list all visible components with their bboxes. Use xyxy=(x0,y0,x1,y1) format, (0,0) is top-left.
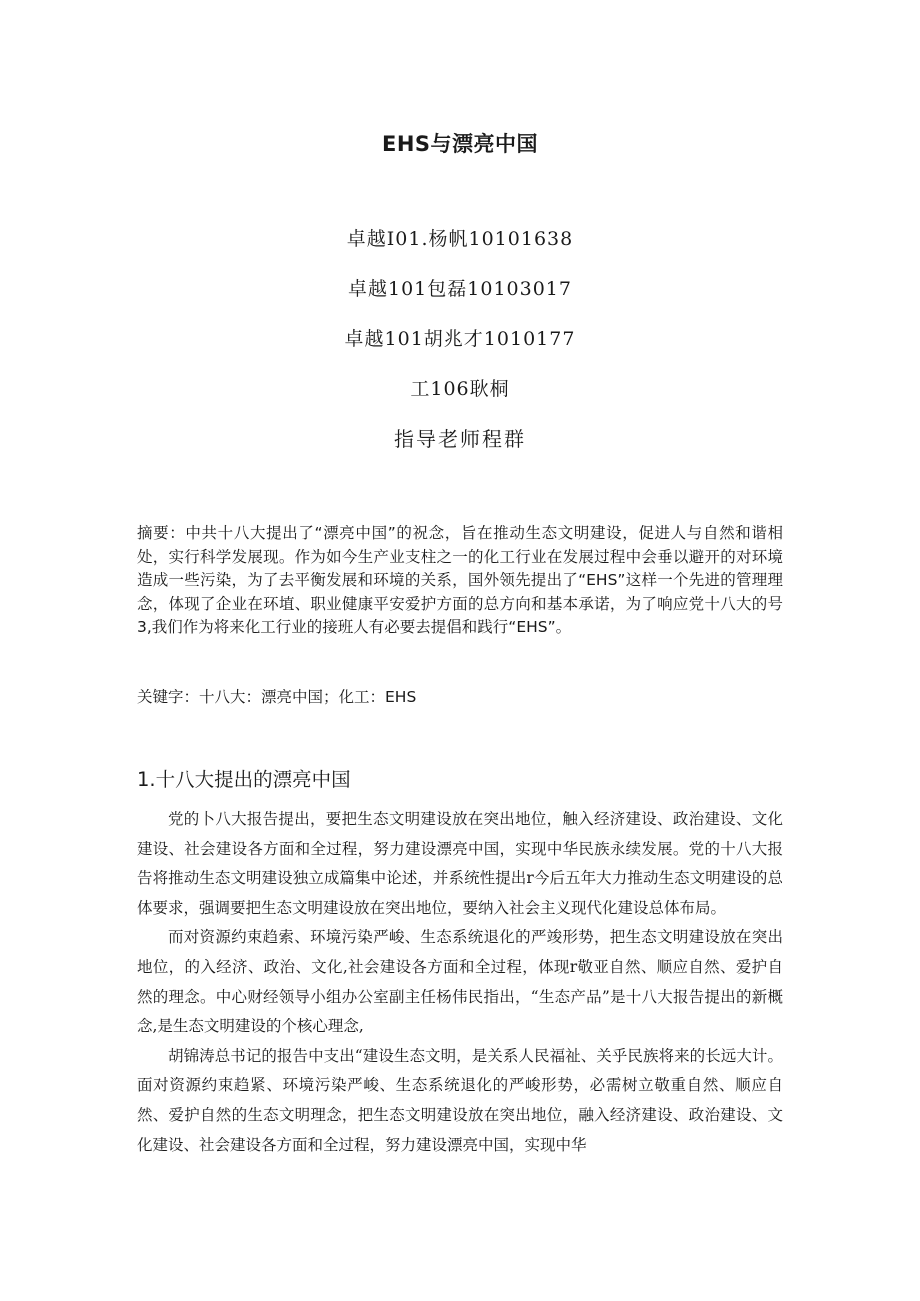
advisor-line: 指导老师程群 xyxy=(394,427,526,451)
abstract: 摘要：中共十八大提出了“漂亮中国”的祝念，旨在推动生态文明建设，促进人与自然和谐相处，实行科学发展现。作为如今生产业支柱之一的化工行业在发展过程中会垂以避开的对环境造成一些污染，为了去平衡发展和环境的关系，国外领先提出了“EHS”这样一个先进的管理理念，体现了企业在环埴、职业健康平安爱护方面的总方向和基本承诺，为了响应党十八大的号3,我们作为将来化工行业的接班人有必要去提倡和践行“EHS”。 xyxy=(137,524,783,636)
body-paragraph: 而对资源约束趋索、环境污染严峻、生态系统退化的严竣形势，把生态文明建设放在突出地位，的入经济、政治、文化,社会建设各方面和全过程，体现r敬亚自然、顺应自然、爱护自然的理念。中心财经领导小组办公室副主任杨伟民指出，“生态产品”是十八大报告提出的新概念,是生态文明建设的个核心理念, xyxy=(137,928,783,1036)
section-body xyxy=(137,805,783,1160)
section-heading: 1.十八大提出的漂亮中国 xyxy=(137,768,351,791)
author-line: 工106耿桐 xyxy=(410,378,510,400)
body-paragraph: 党的卜八大报告提出，要把生态文明建设放在突出地位，触入经济建设、政治建设、文化建设、社会建设各方面和全过程，努力建设漂亮中国，实现中华民族永续发展。党的十八大报告将推动生态文明建设独立成篇集中论述，并系统性提出r今后五年大力推动生态文明建设的总体要求，强调要把生态文明建设放在突出地位，要纳入社会主义现代化建设总体布局。 xyxy=(137,810,783,917)
author-list xyxy=(0,224,920,474)
author-line: 卓越101包磊10103017 xyxy=(348,278,572,300)
document-title: EHS与漂亮中国 xyxy=(381,132,539,156)
keywords: 关键字：十八大：漂亮中国；化工：EHS xyxy=(137,688,417,706)
author-line: 卓越101胡兆才1010177 xyxy=(344,328,576,350)
body-paragraph: 胡锦涛总书记的报告中支出“建设生态文明，是关系人民福祉、关乎民族将来的长远大计。面对资源约束趋紧、环境污染严峻、生态系统退化的严峻形势，必需树立敬重自然、顺应自然、爱护自然的生态文明理念，把生态文明建设放在突出地位，融入经济建设、政治建设、文化建设、社会建设各方面和全过程，努力建设漂亮中国，实现中华 xyxy=(137,1046,783,1154)
author-line: 卓越I01.杨帆10101638 xyxy=(346,228,574,250)
